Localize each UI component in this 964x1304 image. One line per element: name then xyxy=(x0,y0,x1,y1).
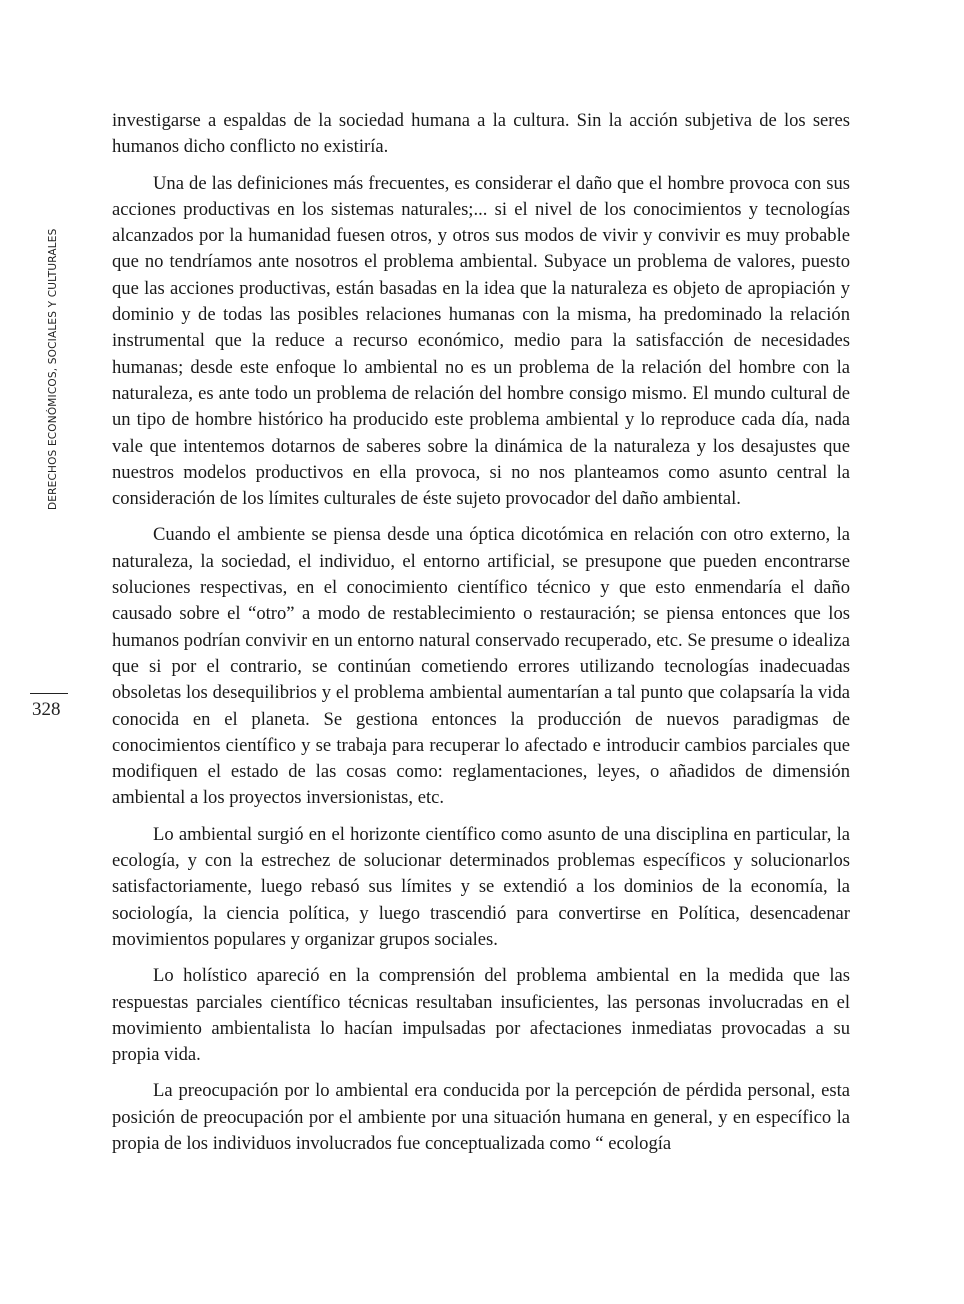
paragraph: La preocupación por lo ambiental era conducida por la percepción de pérdida personal, esta posición de preocupación por el ambiente por una situación humana en general, y en específico la propia de los individuos involucrados fue conceptualizada como “ ecología xyxy=(112,1080,850,1154)
paragraph: Cuando el ambiente se piensa desde una óptica dicotómica en relación con otro externo, la naturaleza, la sociedad, el individuo, el entorno artificial, se presupone que pueden encontrarse soluciones respectivas, en el conocimiento científico técnico y que esto enmendaría el daño causado sobre el “otro” a modo de restablecimiento o restauración; se piensa entonces que los humanos podrían convivir en un entorno natural conservado recuperado, etc. Se presume o idealiza que si por el contrario, se continúan cometiendo errores utilizando tecnologías inadecuadas obsoletas los desequilibrios y el problema ambiental aumentarían a tal punto que colapsaría la vida conocida en el planeta. Se gestiona entonces la producción de nuevos paradigmas de conocimientos científico y se trabaja para recuperar lo afectado e introducir cambios parciales que modifiquen el estado de las cosas como: reglamentaciones, leyes, o añadidos de dimensión ambiental a los proyectos inversionistas, etc. xyxy=(112,524,850,809)
paragraph: Lo ambiental surgió en el horizonte científico como asunto de una disciplina en particular, la ecología, y con la estrechez de solucionar determinados problemas específicos y solucionarlos satisfactoriamente, luego rebasó sus límites y se extendió a los dominios de la economía, la sociología, la ciencia política, y luego trascendió para convertirse en Política, desencadenar movimientos populares y organizar grupos sociales. xyxy=(112,823,850,950)
page-number-rule xyxy=(30,693,68,694)
paragraph: Lo holístico apareció en la comprensión del problema ambiental en la medida que las respuestas parciales científico técnicas resultaban insuficientes, las personas involucradas en el movimiento ambientalista lo hacían impulsadas por afectaciones inmediatas provocadas a su propia vida. xyxy=(112,965,850,1066)
running-header: DERECHOS ECONÓMICOS, SOCIALES Y CULTURALES xyxy=(47,228,59,510)
body-text xyxy=(112,108,850,1167)
page-number: 328 xyxy=(32,699,61,720)
paragraph: Una de las definiciones más frecuentes, es considerar el daño que el hombre provoca con sus acciones productivas en los sistemas naturales;... si el nivel de los conocimientos y tecnologías alcanzados por la humanidad fuesen otros, y otros sus modos de vivir y convivir es muy probable que no tendríamos ante nosotros el problema ambiental. Subyace un problema de valores, puesto que las acciones productivas, están basadas en la idea que la naturaleza es objeto de apropiación y dominio y de todas las posibles relaciones humanas con la misma, ha predominado la relación instrumental que la reduce a recurso económico, medio para la satisfacción de necesidades humanas; desde este enfoque lo ambiental no es un problema de la relación del hombre con la naturaleza, es ante todo un problema de relación del hombre consigo mismo. El mundo cultural de un tipo de hombre histórico ha producido este problema ambiental y lo reproduce cada día, nada vale que intentemos dotarnos de saberes sobre la dinámica de la naturaleza y los desajustes que nuestros modelos productivos en ella provoca, si no nos planteamos como asunto central la consideración de los límites culturales de éste sujeto provocador del daño ambiental. xyxy=(112,172,850,510)
paragraph-continuation: investigarse a espaldas de la sociedad humana a la cultura. Sin la acción subjetiva de los seres humanos dicho conflicto no existiría. xyxy=(112,110,850,158)
